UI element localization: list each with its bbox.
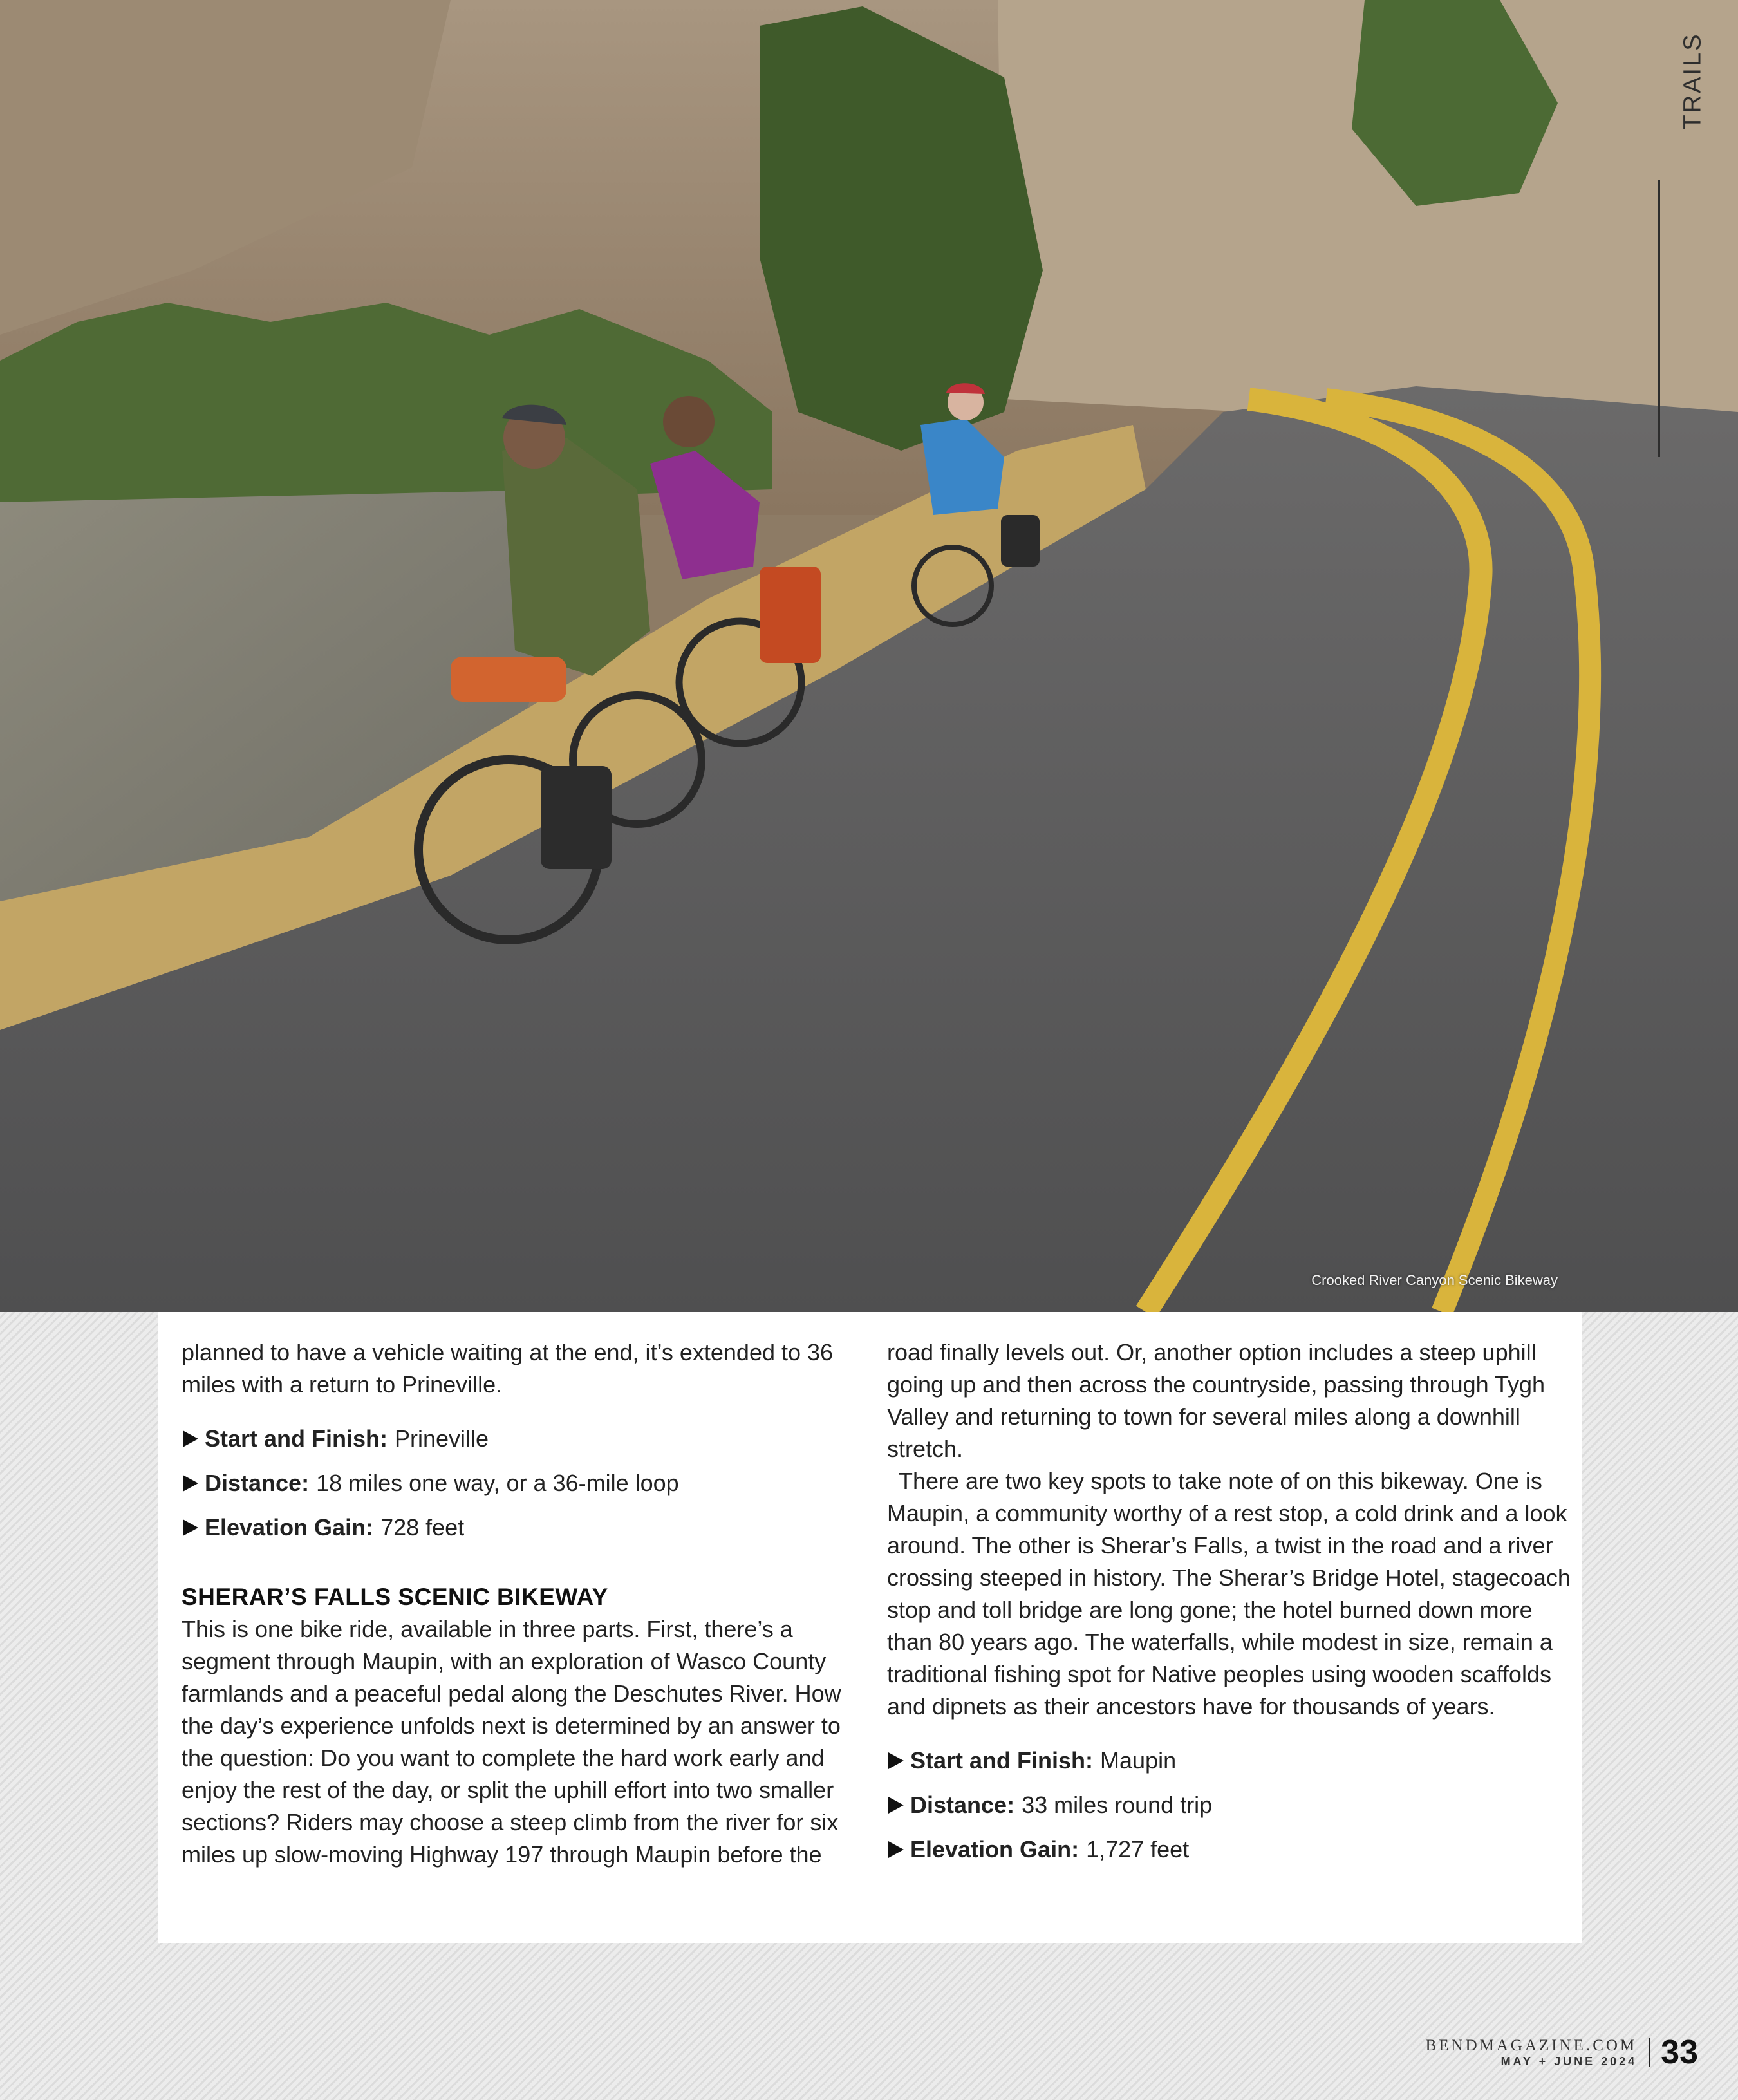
stat-elevation <box>182 1512 864 1544</box>
body-paragraph-1: road finally levels out. Or, another option includes a steep uphill going up and then across the countryside, passing through Tygh Valley and returning to town for several miles along a downhill stretch. <box>887 1339 1546 1462</box>
right-column <box>887 1336 1576 1878</box>
article-panel <box>158 1312 1582 1943</box>
stat-value: Prineville <box>395 1425 489 1452</box>
stat-value: 728 feet <box>380 1514 465 1541</box>
stat-label: Elevation Gain: <box>910 1836 1079 1862</box>
stat-label: Distance: <box>910 1792 1015 1818</box>
footer-text <box>1426 2037 1638 2068</box>
crooked-river-stats <box>182 1423 864 1544</box>
footer-divider <box>1649 2038 1650 2067</box>
stat-label: Elevation Gain: <box>205 1514 374 1541</box>
triangle-bullet-icon <box>183 1519 198 1536</box>
stat-value: 1,727 feet <box>1086 1836 1190 1862</box>
triangle-bullet-icon <box>888 1797 904 1814</box>
section-rule <box>1658 180 1660 457</box>
stat-value: Maupin <box>1100 1747 1177 1774</box>
stat-start-finish <box>887 1745 1576 1777</box>
stat-label: Start and Finish: <box>910 1747 1094 1774</box>
stat-distance <box>887 1789 1576 1821</box>
footer-issue: MAY + JUNE 2024 <box>1500 2054 1638 2068</box>
triangle-bullet-icon <box>183 1430 198 1447</box>
stat-distance <box>182 1467 864 1499</box>
body-paragraph-2: There are two key spots to take note of on this bikeway. One is Maupin, a community worthy of a rest stop, a cold drink and a look around. The other is Sherar’s Falls, a twist in the road and a river crossing steeped in history. The Sherar’s Bridge Hotel, stagecoach stop and toll bridge are long gone; the hotel burned down more than 80 years ago. The waterfalls, while modest in size, remain a traditional fishing spot for Native peoples using wooden scaffolds and dipnets as their ancestors have for thousands of years. <box>887 1468 1571 1720</box>
stat-value: 18 miles one way, or a 36-mile loop <box>316 1470 679 1496</box>
page-footer <box>1426 2033 1698 2072</box>
body-paragraph: This is one bike ride, available in three parts. First, there’s a segment through Maupin, with an exploration of Wasco County farmlands and a peaceful pedal along the Deschutes River. How the day’s experience unfolds next is determined by an answer to the question: Do you want to complete the hard work early and enjoy the rest of the day, or split the uphill effort into two smaller sections? Riders may choose a steep climb from the river for six miles up slow-moving Highway 197 through Maupin before the <box>182 1616 841 1868</box>
section-label: TRAILS <box>1679 32 1706 130</box>
stat-label: Start and Finish: <box>205 1425 388 1452</box>
triangle-bullet-icon <box>888 1752 904 1769</box>
photo-caption: Crooked River Canyon Scenic Bikeway <box>1311 1272 1558 1288</box>
section-heading: SHERAR’S FALLS SCENIC BIKEWAY <box>182 1584 608 1610</box>
stat-label: Distance: <box>205 1470 310 1496</box>
stat-value: 33 miles round trip <box>1022 1792 1213 1818</box>
triangle-bullet-icon <box>888 1841 904 1858</box>
left-column <box>182 1336 864 1871</box>
footer-site: BENDMAGAZINE.COM <box>1425 2036 1638 2054</box>
stat-elevation <box>887 1833 1576 1866</box>
page-number: 33 <box>1661 2034 1698 2071</box>
sherars-falls-stats <box>887 1745 1576 1866</box>
triangle-bullet-icon <box>183 1475 198 1492</box>
stat-start-finish <box>182 1423 864 1455</box>
intro-paragraph: planned to have a vehicle waiting at the end, it’s extended to 36 miles with a return to Prineville. <box>182 1339 834 1398</box>
